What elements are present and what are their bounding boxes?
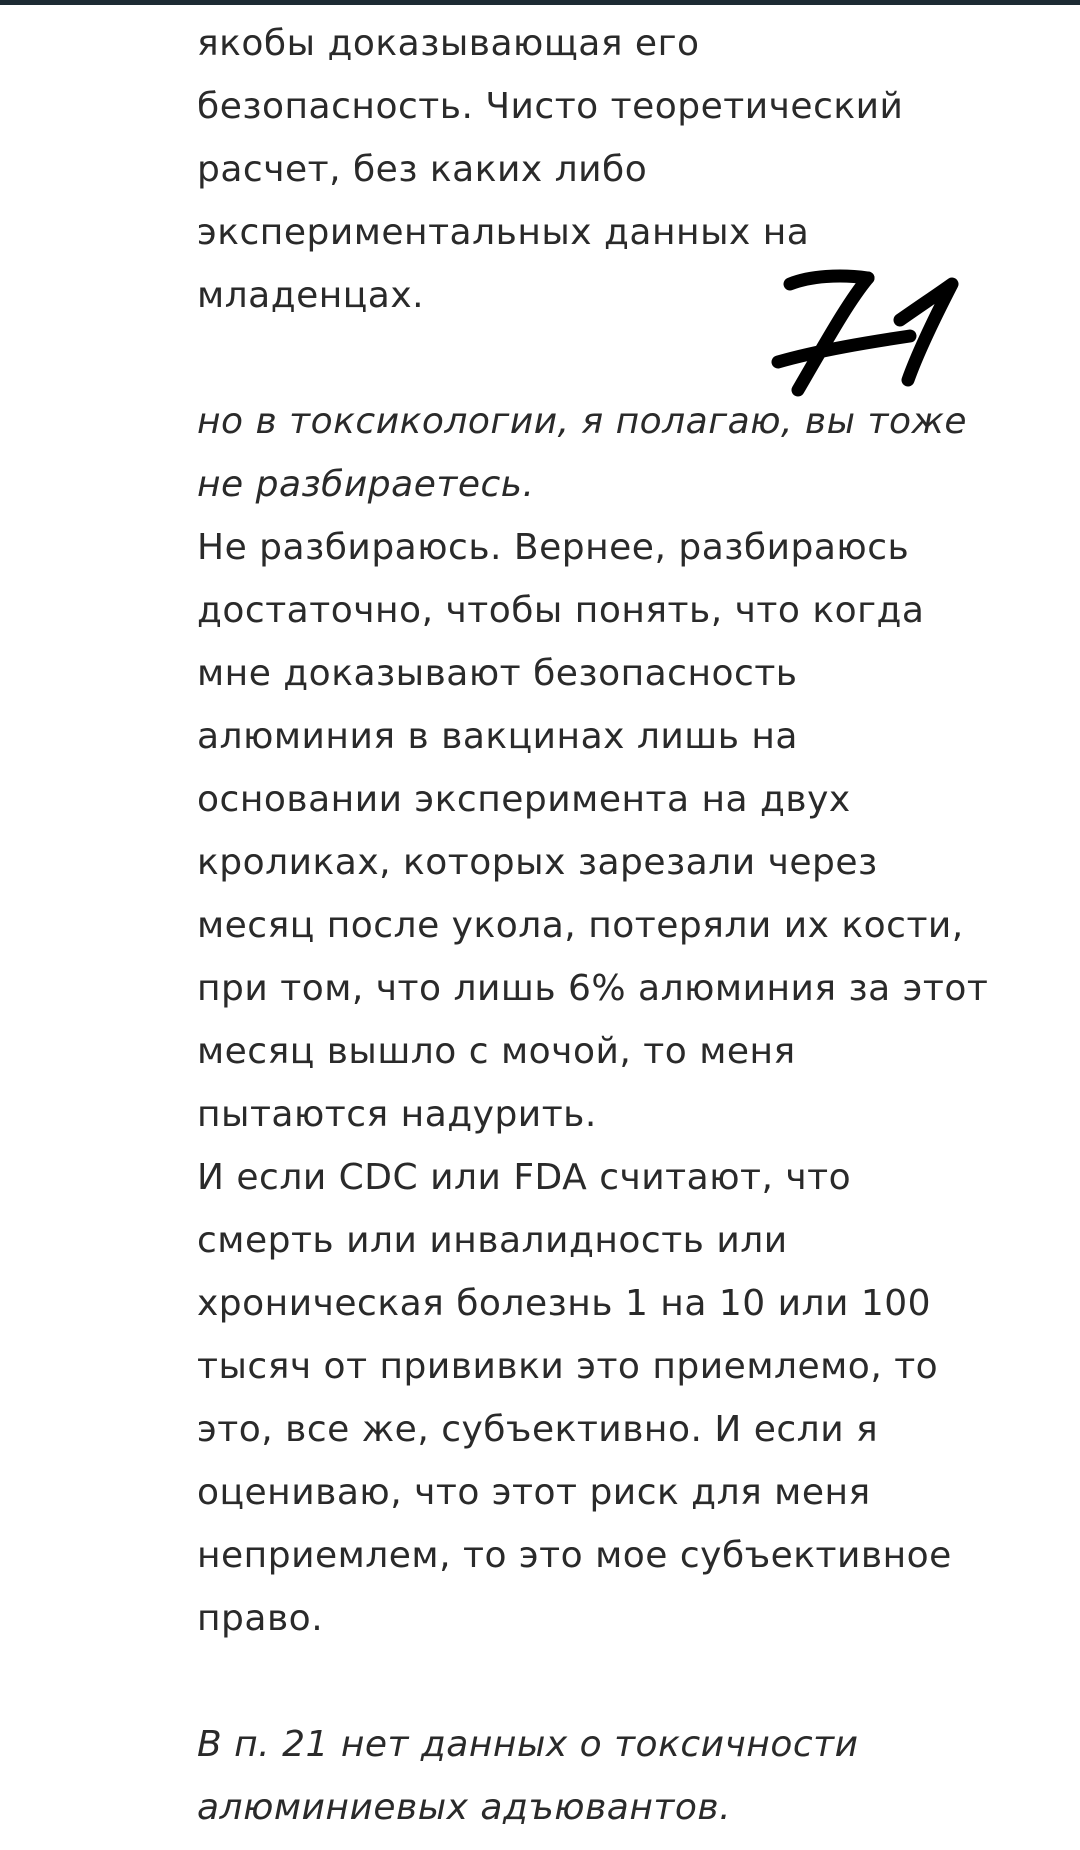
text-line: неприемлем, то это мое субъективное <box>197 1535 952 1576</box>
text-line: безопасность. Чисто теоретический <box>197 86 904 127</box>
text-line: пытаются надурить. <box>197 1094 597 1135</box>
text-line: месяц вышло с мочой, то меня <box>197 1031 796 1072</box>
text-line: при том, что лишь 6% алюминия за этот <box>197 968 989 1009</box>
paragraph-2 <box>197 516 1057 1146</box>
quote-line: не разбираетесь. <box>197 464 535 505</box>
text-line: достаточно, чтобы понять, что когда <box>197 590 925 631</box>
text-line: хроническая болезнь 1 на 10 или 100 <box>197 1283 932 1324</box>
text-line: кроликах, которых зарезали через <box>197 842 878 883</box>
quote-1 <box>197 390 1057 516</box>
text-line: алюминия в вакцинах лишь на <box>197 716 798 757</box>
top-bar <box>0 0 1080 5</box>
text-line: мне доказывают безопасность <box>197 653 798 694</box>
text-line: смерть или инвалидность или <box>197 1220 788 1261</box>
quote-line: алюминиевых адъювантов. <box>197 1787 732 1828</box>
paragraph-3 <box>197 1146 1057 1650</box>
article-body <box>197 12 1057 1839</box>
text-line: И если CDC или FDA считают, что <box>197 1157 852 1198</box>
quote-line: но в токсикологии, я полагаю, вы тоже <box>197 401 968 442</box>
paragraph-gap <box>197 1650 1057 1713</box>
text-line: основании эксперимента на двух <box>197 779 851 820</box>
text-line: младенцах. <box>197 275 425 316</box>
text-line: право. <box>197 1598 324 1639</box>
text-line: Не разбираюсь. Вернее, разбираюсь <box>197 527 910 568</box>
text-line: якобы доказывающая его <box>197 23 700 64</box>
quote-2 <box>197 1713 1057 1839</box>
text-line: это, все же, субъективно. И если я <box>197 1409 879 1450</box>
text-line: расчет, без каких либо <box>197 149 648 190</box>
text-line: экспериментальных данных на <box>197 212 810 253</box>
text-line: оцениваю, что этот риск для меня <box>197 1472 871 1513</box>
paragraph-1 <box>197 12 1057 327</box>
quote-line: В п. 21 нет данных о токсичности <box>197 1724 859 1765</box>
text-line: месяц после укола, потеряли их кости, <box>197 905 964 946</box>
paragraph-gap <box>197 327 1057 390</box>
text-line: тысяч от прививки это приемлемо, то <box>197 1346 939 1387</box>
